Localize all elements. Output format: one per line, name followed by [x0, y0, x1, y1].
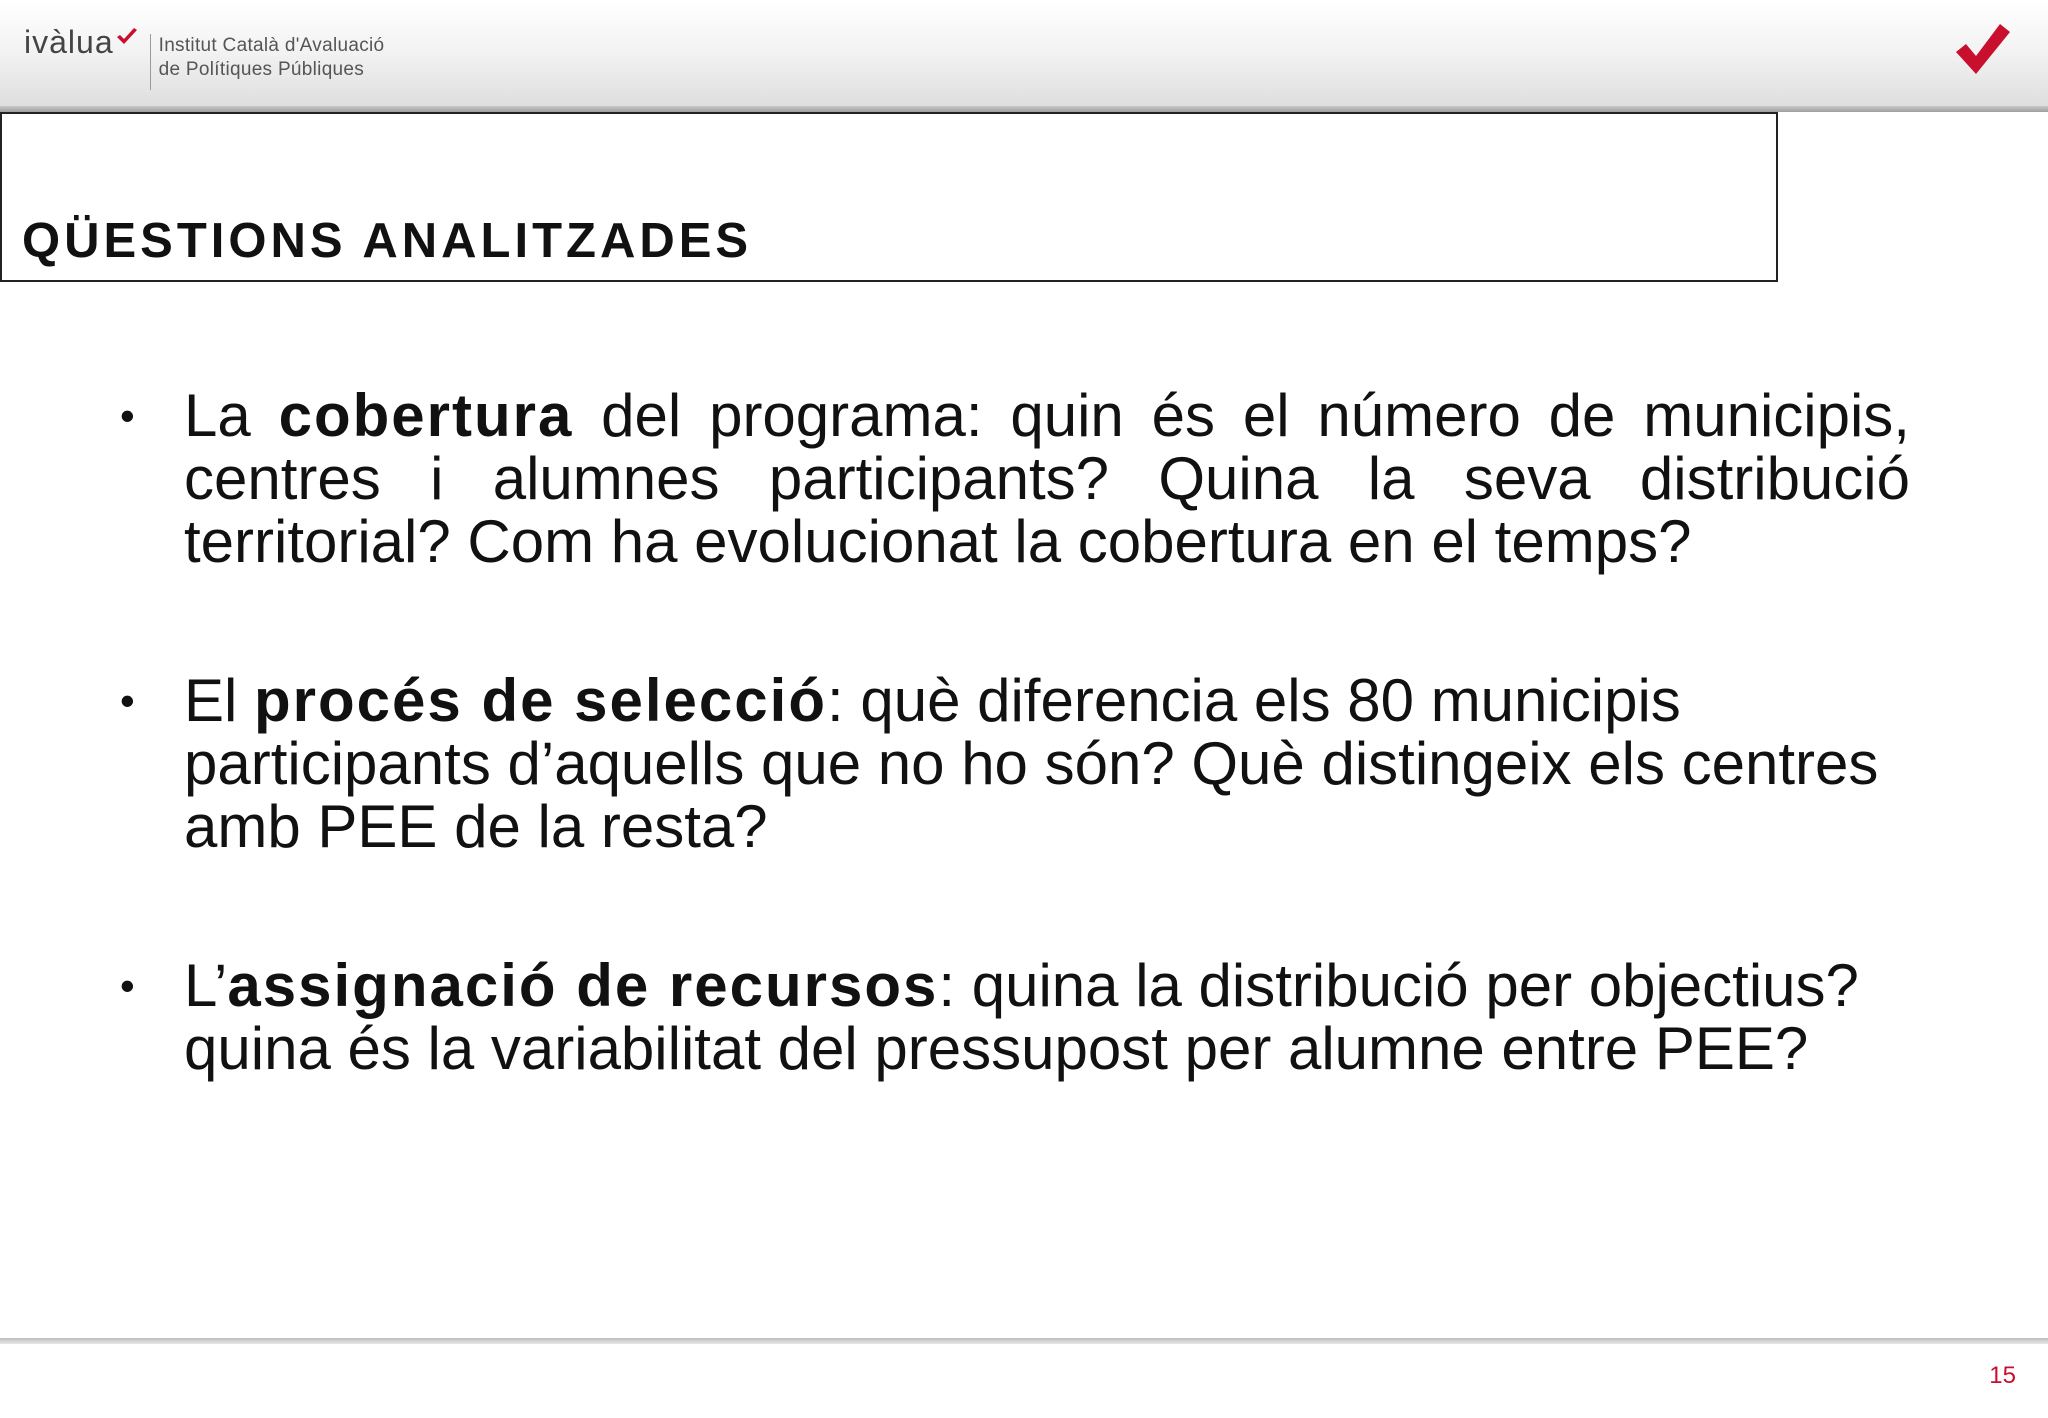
- footer-rule: [0, 1338, 2048, 1344]
- bullet-item: [120, 669, 1910, 858]
- bullet-marker: •: [120, 677, 135, 724]
- header-band: [0, 0, 2048, 112]
- page-number: 15: [1989, 1362, 2016, 1389]
- bullet-item: [120, 384, 1910, 573]
- title-box: [0, 112, 1778, 282]
- bullet-item: [120, 954, 1910, 1080]
- bullet-body: : què diferencia els 80 municipis participants d’aquells que no ho són? Què distingeix els centres amb PEE de la resta?: [184, 667, 1879, 860]
- logo-wordmark: ivàlua: [24, 24, 114, 60]
- logo-divider: [150, 34, 151, 90]
- bullet-prefix: El: [184, 667, 255, 734]
- bullet-prefix: La: [184, 382, 279, 449]
- bullet-body: del programa: quin és el número de municipis, centres i alumnes participants? Quina la seva distribució territorial? Com ha evolucionat la cobertura en el temps?: [184, 382, 1910, 575]
- bullet-marker: •: [120, 962, 135, 1009]
- bullet-text: [184, 669, 1910, 858]
- institute-name-line2: de Polítiques Públiques: [158, 59, 365, 80]
- check-mark-icon: [116, 28, 138, 51]
- slide-title: QÜESTIONS ANALITZADES: [22, 214, 753, 268]
- bullet-list: [120, 384, 1910, 1176]
- bullet-text: [184, 384, 1910, 573]
- bullet-keyword: procés de selecció: [254, 667, 827, 734]
- bullet-keyword: cobertura: [278, 382, 574, 449]
- check-mark-icon: [1954, 22, 2012, 85]
- bullet-marker: •: [120, 392, 135, 439]
- ivalua-logo[interactable]: [24, 22, 384, 88]
- institute-name-line1: Institut Català d'Avaluació: [158, 35, 385, 56]
- institute-name: [159, 22, 385, 82]
- bullet-body: : quina la distribució per objectius? quina és la variabilitat del pressupost per alumne entre PEE?: [184, 952, 1859, 1082]
- bullet-keyword: assignació de recursos: [227, 952, 939, 1019]
- bullet-prefix: L’: [184, 952, 228, 1019]
- bullet-text: [184, 954, 1910, 1080]
